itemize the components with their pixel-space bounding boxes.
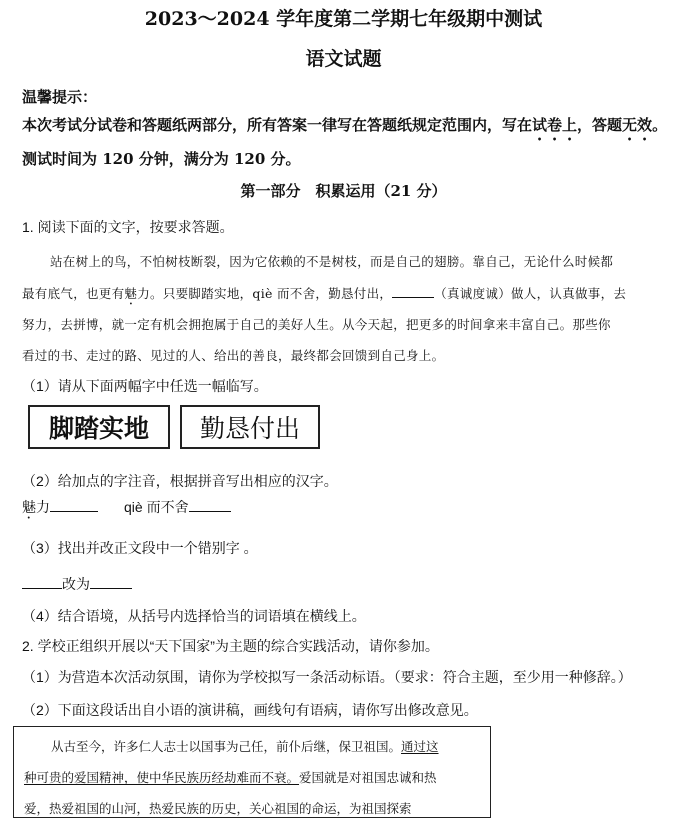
q1-sub1: （1）请从下面两幅字中任选一幅临写。 (22, 378, 268, 394)
speech-line-2 (24, 768, 437, 786)
passage-2b: 力。只要脚踏实地，qiè 而不舍，勤恳付出， (137, 286, 393, 301)
tips-line-b: ，答题 (577, 116, 623, 134)
tips-body (22, 110, 670, 175)
speech-line-3: 爱，热爱祖国的山河，热爱民族的历史，关心祖国的命运，为祖国探索 (24, 801, 412, 816)
calligraphy-sample-1: 脚踏实地 (28, 405, 170, 449)
tips-dotted-a: 试卷上 (532, 116, 578, 134)
fill-char-b: 力 (36, 499, 50, 515)
passage-line-2 (22, 284, 670, 308)
exam-subtitle: 语文试题 (305, 48, 382, 70)
tips-heading: 温馨提示： (22, 88, 98, 106)
section-title: 第一部分 积累运用（21 分） (240, 182, 447, 200)
calligraphy-sample-2: 勤恳付出 (180, 405, 320, 449)
fill-blank-2[interactable] (189, 498, 231, 512)
passage-line-4: 看过的书、走过的路、见过的人、给出的善良，最终都会回馈到自己身上。 (22, 348, 445, 363)
passage-2a: 最有底气，也更有 (22, 286, 125, 301)
fill-mid: 改为 (62, 576, 90, 592)
passage-dotted-char: 魅 (124, 286, 138, 301)
tips-line-a: 本次考试分试卷和答题纸两部分，所有答案一律写在答题纸规定范围内，写在 (22, 116, 533, 134)
passage-line-3: 努力，去拼博，就一定有机会拥抱属于自己的美好人生。从今天起，把更多的时间拿来丰富自己。那些你 (22, 317, 611, 332)
speech-line-1 (51, 737, 439, 755)
speech-1a: 从古至今，许多仁人志士以国事为己任，前仆后继，保卫祖国。 (51, 739, 402, 754)
q2-sub1: （1）为营造本次活动氛围，请你为学校拟写一条活动标语。（要求：符合主题，至少用一种修辞。） (22, 669, 632, 685)
speech-excerpt-box (13, 726, 491, 818)
q1-fill-line-2 (22, 574, 132, 594)
passage-blank (392, 285, 434, 298)
passage-2c: （真诚度诚）做人，认真做事，去 (434, 286, 627, 301)
passage-line-1: 站在树上的鸟，不怕树枝断裂，因为它依赖的不是树枝，而是自己的翅膀。靠自己，无论什么时候都 (50, 254, 614, 269)
speech-1b-underlined: 通过这 (401, 739, 439, 754)
speech-2a-underlined: 种可贵的爱国精神，使中华民族历经劫难而不衰。 (24, 770, 300, 785)
tips-dotted-b: 无效 (622, 116, 653, 134)
q1-fill-line-1 (22, 497, 231, 522)
fill-char-dotted: 魅 (22, 499, 36, 515)
exam-title: 2023～2024 学年度第二学期七年级期中测试 (144, 8, 543, 30)
tips-line-c: 。测试时间为 120 分钟，满分为 120 分。 (22, 116, 668, 168)
fill-pinyin: qiè 而不舍 (124, 499, 189, 515)
q1-sub4: （4）结合语境，从括号内选择恰当的词语填在横线上。 (22, 608, 366, 624)
fill-blank-4[interactable] (90, 575, 132, 589)
q2-sub2: （2）下面这段话出自小语的演讲稿，画线句有语病，请你写出修改意见。 (22, 702, 478, 718)
fill-blank-1[interactable] (50, 498, 98, 512)
q1-sub3: （3）找出并改正文段中一个错别字 。 (22, 540, 258, 556)
q2-prompt: 2. 学校正组织开展以“天下国家”为主题的综合实践活动，请你参加。 (22, 638, 439, 654)
fill-blank-3[interactable] (22, 575, 62, 589)
q1-prompt: 1. 阅读下面的文字，按要求答题。 (22, 219, 234, 235)
speech-2b: 爱国就是对祖国忠诚和热 (299, 770, 437, 785)
q1-sub2: （2）给加点的字注音，根据拼音写出相应的汉字。 (22, 473, 338, 489)
